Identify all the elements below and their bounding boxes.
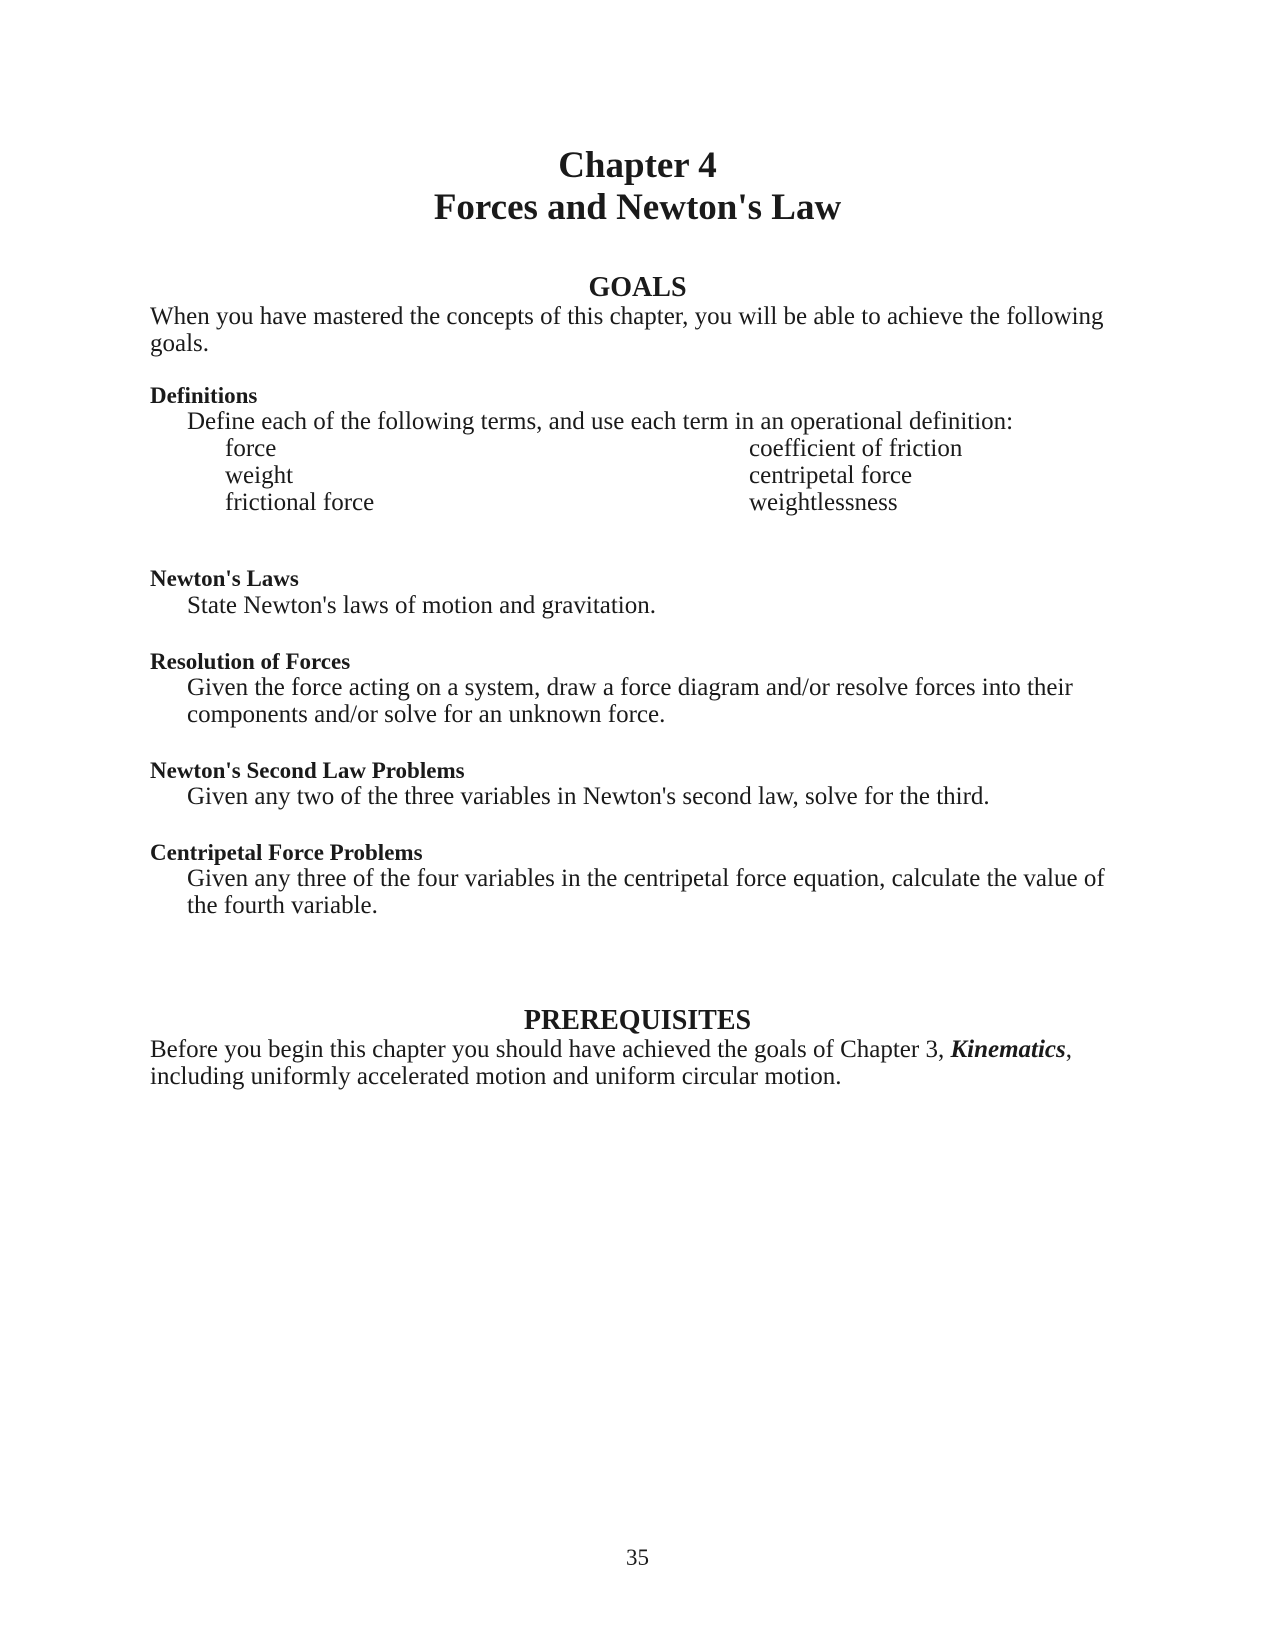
term-weight: weight [225, 462, 294, 489]
second-law-desc: Given any two of the three variables in Newton's second law, solve for the third. [187, 783, 990, 810]
definitions-heading: Definitions [150, 383, 258, 408]
goals-heading: GOALS [588, 272, 687, 303]
prerequisites-text-before: Before you begin this chapter you should have achieved the goals of Chapter 3, [150, 1036, 945, 1063]
chapter-title: Forces and Newton's Law [433, 187, 842, 228]
page-number: 35 [626, 1545, 649, 1570]
newtons-laws-desc: State Newton's laws of motion and gravitation. [187, 592, 657, 619]
resolution-desc: Given the force acting on a system, draw a force diagram and/or resolve forces into their components and/or solve for an unknown force. [187, 674, 1073, 728]
centripetal-heading: Centripetal Force Problems [150, 840, 423, 865]
term-force: force [225, 435, 277, 462]
goals-intro: When you have mastered the concepts of this chapter, you will be able to achieve the following goals. [150, 303, 1104, 357]
prerequisites-heading: PREREQUISITES [523, 1005, 752, 1036]
newtons-laws-heading: Newton's Laws [150, 566, 299, 591]
definitions-desc: Define each of the following terms, and use each term in an operational definition: [187, 408, 1014, 435]
term-centripetal-force: centripetal force [749, 462, 913, 489]
prerequisites-text [150, 1036, 1150, 1090]
chapter-number: Chapter 4 [558, 145, 717, 186]
centripetal-desc: Given any three of the four variables in the centripetal force equation, calculate the value of the fourth variable. [187, 865, 1105, 919]
prerequisites-text-after: , including uniformly accelerated motion and uniform circular motion. [150, 1036, 1073, 1090]
second-law-heading: Newton's Second Law Problems [150, 758, 465, 783]
term-weightlessness: weightlessness [749, 489, 898, 516]
term-frictional-force: frictional force [225, 489, 375, 516]
term-coefficient-of-friction: coefficient of friction [749, 435, 963, 462]
kinematics-title: Kinematics [950, 1036, 1066, 1063]
resolution-heading: Resolution of Forces [150, 649, 351, 674]
